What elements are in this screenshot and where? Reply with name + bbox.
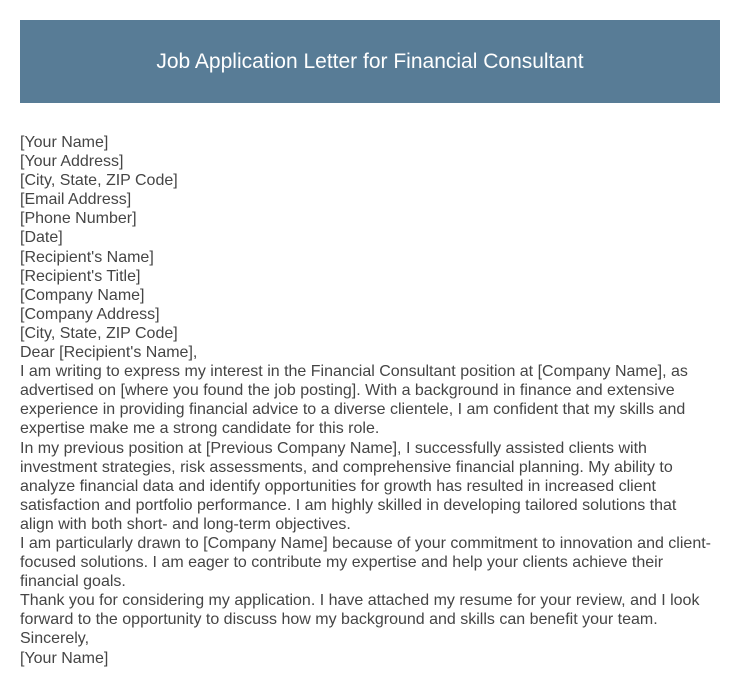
paragraph-experience bbox=[20, 439, 720, 534]
page-title: Job Application Letter for Financial Consultant bbox=[156, 49, 584, 73]
paragraph-line: advertised on [where you found the job posting]. With a background in finance and extensive bbox=[20, 382, 675, 400]
sender-city-state-zip: [City, State, ZIP Code] bbox=[20, 172, 178, 190]
paragraph-line: forward to the opportunity to discuss how my background and skills can benefit your team. bbox=[20, 611, 658, 629]
paragraph-line: Thank you for considering my application. I have attached my resume for your review, and I look bbox=[20, 592, 700, 610]
salutation: Dear [Recipient's Name], bbox=[20, 344, 198, 362]
recipient-title: [Recipient's Title] bbox=[20, 267, 141, 285]
paragraph-line: I am writing to express my interest in the Financial Consultant position at [Company Name], as bbox=[20, 363, 688, 381]
paragraph-line: expertise make me a strong candidate for this role. bbox=[20, 420, 380, 438]
sender-block bbox=[20, 133, 720, 248]
paragraph-line: financial goals. bbox=[20, 573, 126, 591]
closing: Sincerely, bbox=[20, 630, 90, 648]
paragraph-line: I am particularly drawn to [Company Name] because of your commitment to innovation and client- bbox=[20, 534, 711, 552]
paragraph-motivation bbox=[20, 534, 720, 591]
recipient-name: [Recipient's Name] bbox=[20, 248, 154, 266]
paragraph-closing bbox=[20, 591, 720, 629]
paragraph-line: analyze financial data and identify opportunities for growth has resulted in increased client bbox=[20, 477, 656, 495]
recipient-company-address: [Company Address] bbox=[20, 305, 160, 323]
paragraph-line: satisfaction and portfolio performance. I am highly skilled in developing tailored solutions that bbox=[20, 496, 677, 514]
paragraph-line: In my previous position at [Previous Company Name], I successfully assisted clients with bbox=[20, 439, 647, 457]
sender-name: [Your Name] bbox=[20, 134, 109, 151]
title-banner bbox=[20, 20, 720, 103]
recipient-block bbox=[20, 248, 720, 343]
recipient-city-state-zip: [City, State, ZIP Code] bbox=[20, 324, 178, 342]
sender-email: [Email Address] bbox=[20, 191, 132, 209]
paragraph-line: align with both short- and long-term objectives. bbox=[20, 515, 351, 533]
paragraph-line: investment strategies, risk assessments, and comprehensive financial planning. My ability to bbox=[20, 458, 673, 476]
letter-date: [Date] bbox=[20, 229, 63, 247]
sender-phone: [Phone Number] bbox=[20, 210, 137, 228]
sender-address: [Your Address] bbox=[20, 153, 124, 171]
paragraph-line: experience in providing financial advice to a diverse clientele, I am confident that my skills and bbox=[20, 401, 686, 419]
paragraph-line: focused solutions. I am eager to contribute my expertise and help your clients achieve their bbox=[20, 554, 664, 572]
letter-body bbox=[20, 133, 720, 668]
signature: [Your Name] bbox=[20, 649, 109, 667]
recipient-company: [Company Name] bbox=[20, 286, 145, 304]
paragraph-intro bbox=[20, 362, 720, 438]
